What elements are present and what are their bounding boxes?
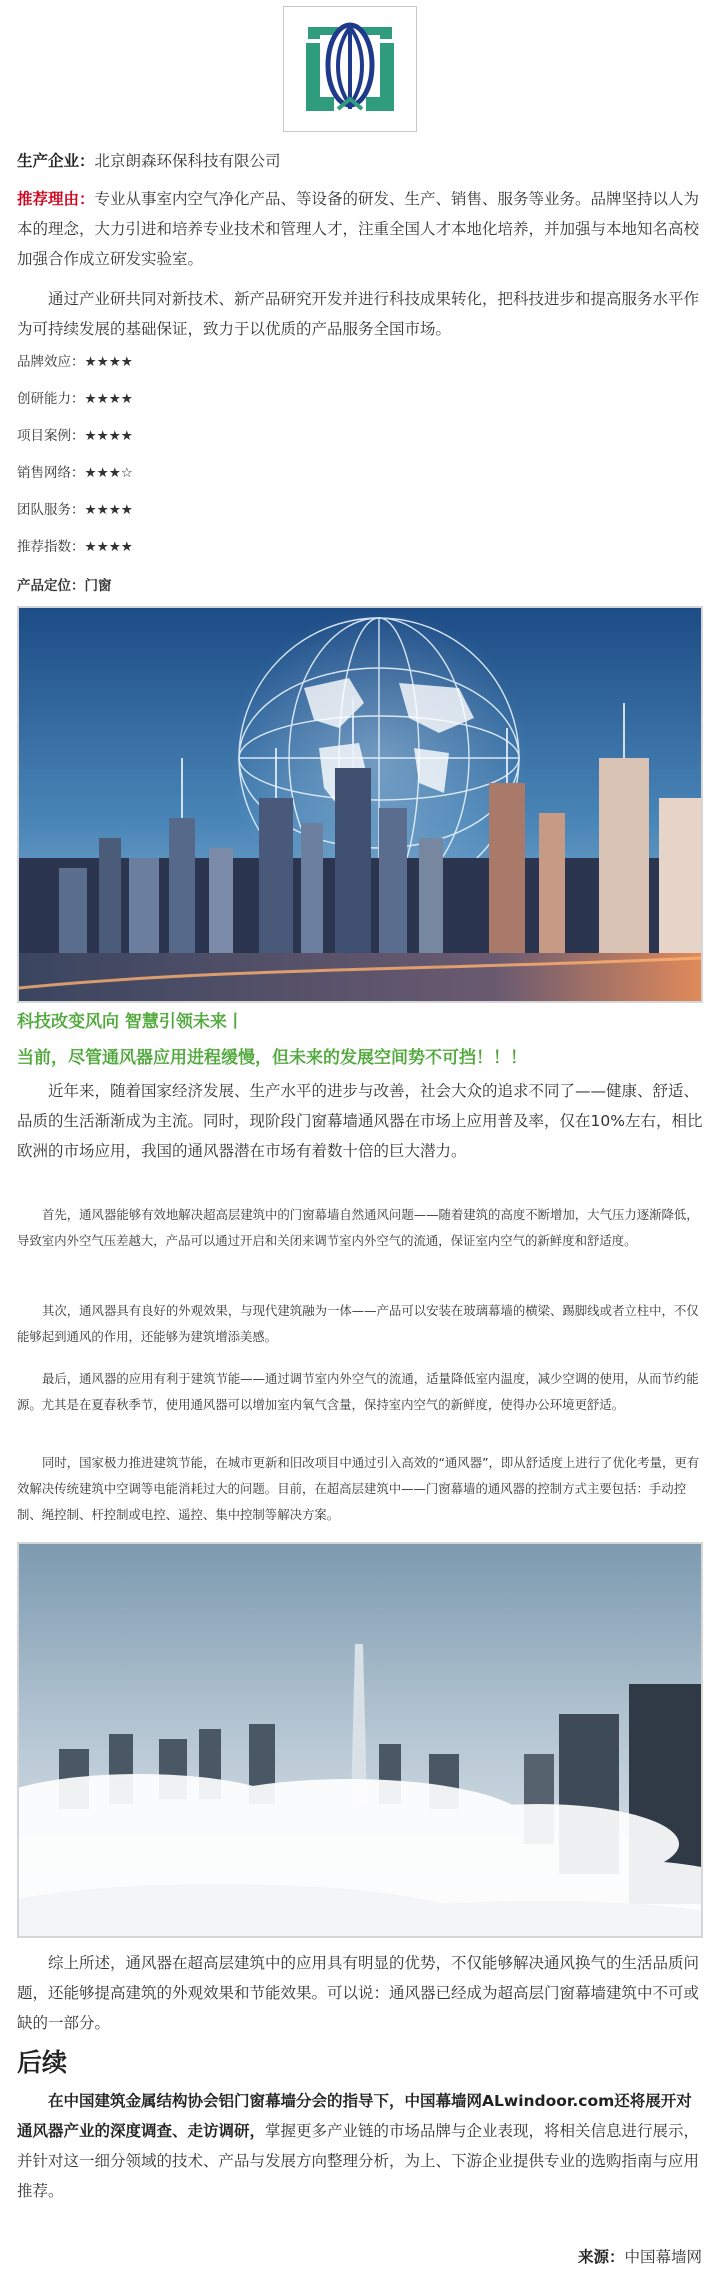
rating-research — [17, 389, 703, 409]
rating-label: 推荐指数： — [17, 539, 85, 555]
source-label: 来源： — [577, 2248, 625, 2266]
intro-paragraph: 通过产业研共同对新技术、新产品研究开发并进行科技成果转化，把科技进步和提高服务水平作为可持续发展的基础保证，致力于以优质的产品服务全国市场。 — [17, 290, 700, 338]
rating-recommend — [17, 537, 703, 557]
market-paragraph: 近年来，随着国家经济发展、生产水平的进步与改善，社会大众的追求不同了——健康、舒适、品质的生活渐渐成为主流。同时，现阶段门窗幕墙通风器在市场上应用普及率，仅在10%左右，相比欧洲的市场应用，我国的通风器潜在市场有着数十倍的巨大潜力。 — [17, 1082, 703, 1160]
leaf-logo-icon — [294, 13, 406, 125]
company-label: 生产企业： — [17, 152, 95, 170]
rating-brand — [17, 352, 703, 372]
rating-stars: ★★★★ — [84, 428, 133, 444]
source-name: 中国幕墙网 — [624, 2248, 702, 2266]
rating-stars: ★★★★ — [84, 502, 133, 518]
cloud-city-image — [17, 1542, 703, 1938]
rating-label: 销售网络： — [17, 465, 85, 481]
rating-sales — [17, 463, 703, 483]
advantage-paragraph-4: 同时，国家极力推进建筑节能，在城市更新和旧改项目中通过引入高效的“通风器”，即从舒适度上进行了优化考量，更有效解决传统建筑中空调等电能消耗过大的问题。目前，在超高层建筑中——门窗幕墙的通风器的控制方式主要包括：手动控制、绳控制、杆控制或电控、遥控、集中控制等解决方案。 — [17, 1455, 700, 1522]
rating-service — [17, 500, 703, 520]
rating-label: 品牌效应： — [17, 354, 85, 370]
rating-stars: ★★★★ — [84, 354, 133, 370]
company-logo — [283, 6, 417, 132]
rating-label: 创研能力： — [17, 391, 85, 407]
reason-label: 推荐理由： — [17, 190, 95, 208]
subheading: 当前，尽管通风器应用进程缓慢，但未来的发展空间势不可挡！！！ — [17, 1048, 527, 1068]
reason-paragraph — [17, 184, 703, 274]
follow-up-text: 掌握更多产业链的市场品牌与企业表现，将相关信息进行展示，并针对这一细分领域的技术、产品与发展方向整理分析，为上、下游企业提供专业的选购指南与应用推荐。 — [17, 2122, 700, 2200]
slogan: 科技改变风向 智慧引领未来丨 — [17, 1012, 244, 1032]
product-positioning: 产品定位：门窗 — [17, 578, 112, 594]
conclusion-paragraph: 综上所述，通风器在超高层建筑中的应用具有明显的优势，不仅能够解决通风换气的生活品质问题，还能够提高建筑的外观效果和节能效果。可以说：通风器已经成为超高层门窗幕墙建筑中不可或缺的一部分。 — [17, 1954, 700, 2032]
rating-label: 团队服务： — [17, 502, 85, 518]
cloud-city-illustration — [19, 1544, 701, 1936]
rating-stars: ★★★★ — [84, 539, 133, 555]
follow-up-paragraph — [17, 2086, 703, 2206]
source-line — [578, 2245, 702, 2269]
rating-projects — [17, 426, 703, 446]
rating-stars: ★★★☆ — [84, 465, 133, 481]
rating-stars: ★★★★ — [84, 391, 133, 407]
follow-up-bold-text: 在中国建筑金属结构协会铝门窗幕墙分会的指导下，中国幕墙网ALwindoor.com还将展开对通风器产业的深度调查、走访调研， — [17, 2092, 692, 2140]
advantage-paragraph-3: 最后，通风器的应用有利于建筑节能——通过调节室内外空气的流通，适量降低室内温度，减少空调的使用，从而节约能源。尤其是在夏春秋季节，使用通风器可以增加室内氧气含量，保持室内空气的新鲜度，使得办公环境更舒适。 — [17, 1371, 699, 1412]
company-line — [17, 146, 703, 176]
advantage-paragraph-1: 首先，通风器能够有效地解决超高层建筑中的门窗幕墙自然通风问题——随着建筑的高度不断增加，大气压力逐渐降低，导致室内外空气压差越大，产品可以通过开启和关闭来调节室内外空气的流通，保证室内空气的新鲜度和舒适度。 — [17, 1207, 699, 1248]
advantage-paragraph-2: 其次，通风器具有良好的外观效果，与现代建筑融为一体——产品可以安装在玻璃幕墙的横梁、踢脚线或者立柱中，不仅能够起到通风的作用，还能够为建筑增添美感。 — [17, 1303, 699, 1344]
globe-city-image — [17, 606, 703, 1003]
company-name: 北京朗森环保科技有限公司 — [94, 152, 281, 170]
follow-up-heading: 后续 — [17, 2048, 68, 2077]
reason-text: 专业从事室内空气净化产品、等设备的研发、生产、销售、服务等业务。品牌坚持以人为本的理念，大力引进和培养专业技术和管理人才，注重全国人才本地化培养，并加强与本地知名高校加强合作成立研发实验室。 — [17, 190, 700, 268]
globe-city-illustration — [19, 608, 701, 1001]
rating-label: 项目案例： — [17, 428, 85, 444]
